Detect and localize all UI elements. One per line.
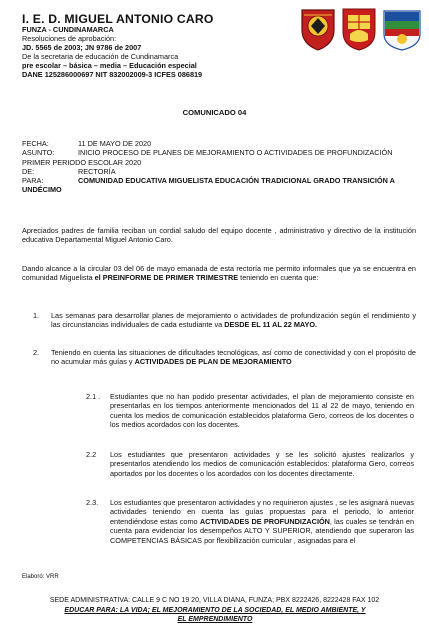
intro-paragraph (22, 264, 416, 283)
list-item-text: Las semanas para desarrollar planes de mejoramiento o actividades de profundización según el rendimiento y las circunstancias individuales de cada estudiante va (51, 311, 416, 330)
sub-item-number: 2.1 . (86, 392, 101, 401)
school-city: FUNZA - CUNDINAMARCA (22, 25, 114, 34)
footer-motto: EDUCAR PARA: LA VIDA; EL MEJORAMIENTO DE LA SOCIEDAD, EL MEDIO AMBIENTE, Y EL EMPRENDIMIENTO (64, 607, 366, 623)
institution-codes: DANE 125286000697 NIT 832002009-3 ICFES 086819 (22, 69, 203, 79)
sub-item-number: 2.2 (86, 450, 97, 459)
sub-item-number: 2.3. (86, 498, 99, 507)
shield-icon (340, 6, 378, 52)
footer-address: SEDE ADMINISTRATIVA: CALLE 9 C NO 19 20, VILLA DIANA, FUNZA; PBX 8222426, 8222428 FAX 102 (49, 597, 380, 604)
to-row (22, 176, 412, 195)
resolutions-numbers: JD. 5565 de 2003; JN 9786 de 2007 (22, 42, 142, 52)
school-crest-icon (298, 6, 338, 52)
greeting-paragraph: Apreciados padres de familia reciban un cordial saludo del equipo docente , administrativo y directivo de la institución educativa Departamental Miguel Antonio Caro. (22, 226, 416, 245)
subject-value: INICIO PROCESO DE PLANES DE MEJORAMIENTO O ACTIVIDADES DE PROFUNDIZACIÓN PRIMER PERIODO ESCOLAR 2020 (22, 148, 393, 167)
subject-row (22, 148, 412, 167)
education-levels: pre escolar – básica – media – Educación especial (22, 60, 197, 70)
from-value: RECTORÍA (78, 166, 116, 176)
list-item-bold: ACTIVIDADES DE PLAN DE MEJORAMIENTO (134, 357, 292, 367)
prepared-by: Elaboró: VRR (22, 574, 59, 580)
sub-item-text-b: , las cuales se tendrán en cuenta para evidenciar los desempeños ALTO Y SUPERIOR, atendiendo que superaron las COMPETENCIAS BÁSICAS por flexibilización curricular , asignadas para el (110, 516, 415, 545)
list-item (22, 348, 416, 367)
letterhead (22, 12, 312, 79)
sub-item-bold: ACTIVIDADES DE PROFUNDIZACIÓN (199, 516, 330, 526)
from-label: DE: (22, 166, 35, 176)
municipal-flag-icon (381, 6, 423, 52)
intro-text-bold: el PREINFORME DE PRIMER TRIMESTRE (94, 273, 239, 283)
date-label: FECHA: (22, 139, 49, 148)
to-value: COMUNIDAD EDUCATIVA MIGUELISTA EDUCACIÓN TRADICIONAL GRADO TRANSICIÓN A UNDÉCIMO (22, 176, 395, 195)
resolutions-label: Resoluciones de aprobación: (22, 33, 117, 43)
to-label: PARA: (22, 176, 44, 186)
sub-item-text: Los estudiantes que presentaron actividades y no requirieron ajustes , se les asignará nuevas actividades teniendo en cuenta las guías propuestas para el periodo, lo anterior entendiéndose estas como (110, 498, 414, 526)
list-item-bold: DESDE EL 11 AL 22 MAYO. (224, 320, 318, 330)
sub-item-text: Los estudiantes que presentaron actividades y se les solicitó ajustes realizarlos y presentarlos atendiendo los medios de comunicación establecidos: plataforma Gero, correos aportados por los docentes o los acordados con los docentes directamente. (110, 450, 414, 478)
subject-label: ASUNTO: (22, 148, 55, 158)
education-secretary: De la secretaria de educación de Cundinamarca (22, 51, 179, 61)
communique-title: COMUNICADO 04 (182, 108, 247, 117)
list-item-number: 2. (33, 348, 40, 357)
intro-text-a: Dando alcance a la circular 03 del 06 de mayo emanada de esta rectoría me permito informales que ya se encuentra en comunidad Miguelista (22, 264, 416, 283)
communique-meta (22, 139, 412, 195)
list-item (22, 311, 416, 330)
sub-item (86, 450, 414, 478)
date-value: 11 DE MAYO DE 2020 (78, 139, 152, 148)
list-item-text: Teniendo en cuenta las situaciones de dificultades tecnológicas, así como de conectividad y con el propósito de no acumular más guías y (51, 348, 416, 367)
sub-item (86, 498, 414, 545)
sub-item-text: Estudiantes que no han podido presentar actividades, el plan de mejoramiento consiste en presentarlas en los tiempos anteriormente mencionados del 11 al 22 de mayo, teniendo en cuenta los medios de comunicación establecidos plataforma Gero, correos de los docentes o los medios acordados con los docentes. (110, 392, 414, 430)
intro-text-b: teniendo en cuenta que: (238, 273, 319, 283)
sub-item (86, 392, 414, 430)
school-name: I. E. D. MIGUEL ANTONIO CARO (22, 12, 214, 26)
list-item-number: 1. (33, 311, 40, 320)
